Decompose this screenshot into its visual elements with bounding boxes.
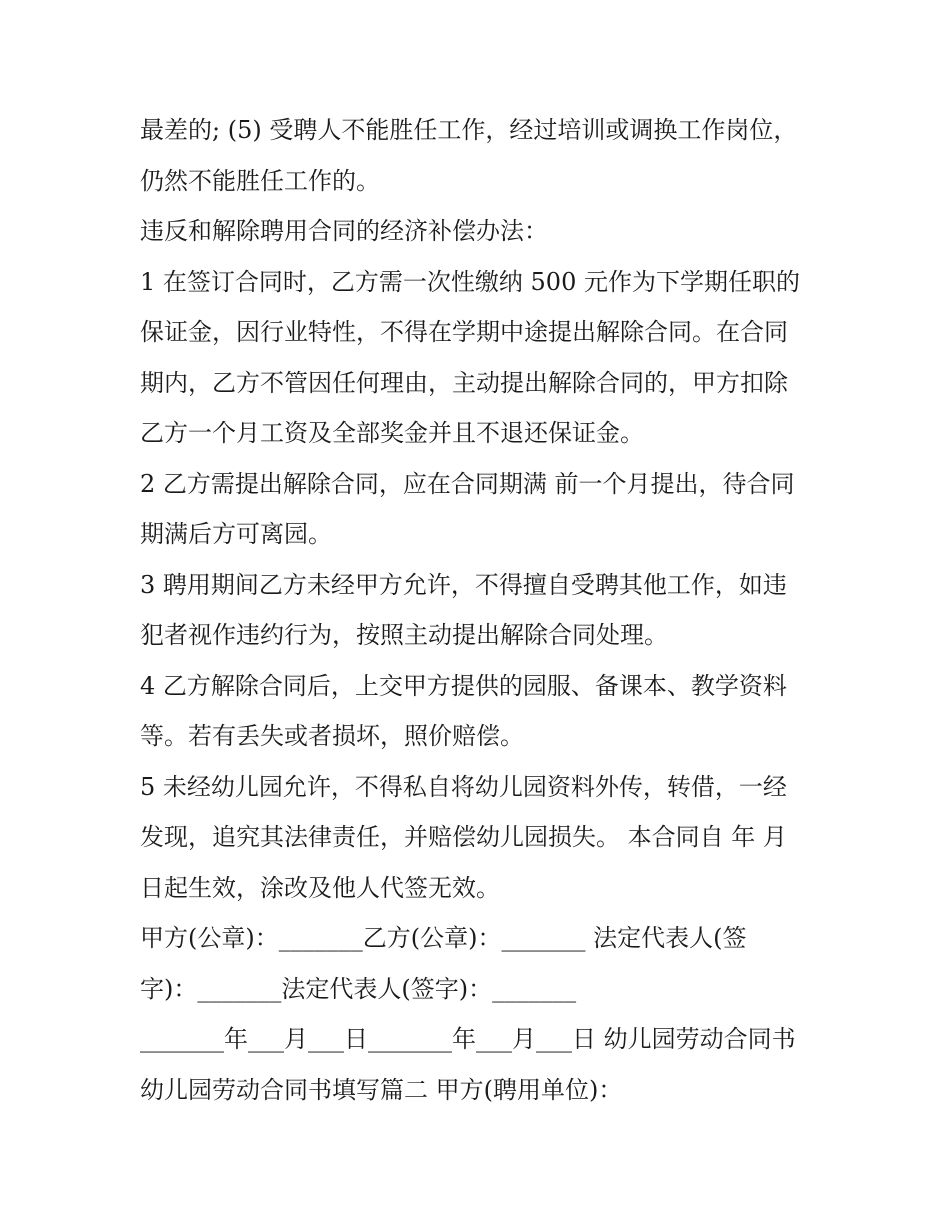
text-line: 犯者视作违约行为，按照主动提出解除合同处理。 (140, 621, 668, 649)
contract-text (140, 105, 820, 1115)
text-line: 日起生效，涂改及他人代签无效。 (140, 873, 500, 902)
date-line: _______年___月___日_______年___月___日 幼儿园劳动合同书 (140, 1025, 796, 1053)
text-line: 2 乙方需提出解除合同，应在合同期满 前一个月提出，待合同 (140, 469, 795, 498)
text-line: 5 未经幼儿园允许，不得私自将幼儿园资料外传，转借，一经 (140, 772, 787, 801)
signature-line: 字)：_______法定代表人(签字)：_______ (140, 974, 577, 1003)
text-line: 仍然不能胜任工作的。 (140, 166, 380, 195)
text-line: 3 聘用期间乙方未经甲方允许，不得擅自受聘其他工作，如违 (140, 570, 787, 599)
text-line: 4 乙方解除合同后，上交甲方提供的园服、备课本、教学资料 (140, 671, 787, 700)
text-line: 最差的; (5) 受聘人不能胜任工作，经过培训或调换工作岗位， (140, 116, 798, 144)
text-line: 发现，追究其法律责任，并赔偿幼儿园损失。 本合同自 年 月 (140, 823, 787, 851)
text-line: 等。若有丢失或者损坏，照价赔偿。 (140, 722, 524, 750)
section-heading: 违反和解除聘用合同的经济补偿办法： (140, 217, 548, 245)
text-line: 乙方一个月工资及全部奖金并且不退还保证金。 (140, 419, 644, 447)
signature-line: 甲方(公章)：_______乙方(公章)：_______ 法定代表人(签 (140, 924, 747, 952)
text-line: 期内，乙方不管因任何理由，主动提出解除合同的，甲方扣除 (140, 368, 788, 397)
text-line: 1 在签订合同时，乙方需一次性缴纳 500 元作为下学期任职的 (140, 267, 800, 296)
text-line: 保证金，因行业特性，不得在学期中途提出解除合同。在合同 (140, 318, 788, 346)
text-line: 幼儿园劳动合同书填写篇二 甲方(聘用单位)： (140, 1075, 623, 1104)
text-line: 期满后方可离园。 (140, 520, 332, 548)
